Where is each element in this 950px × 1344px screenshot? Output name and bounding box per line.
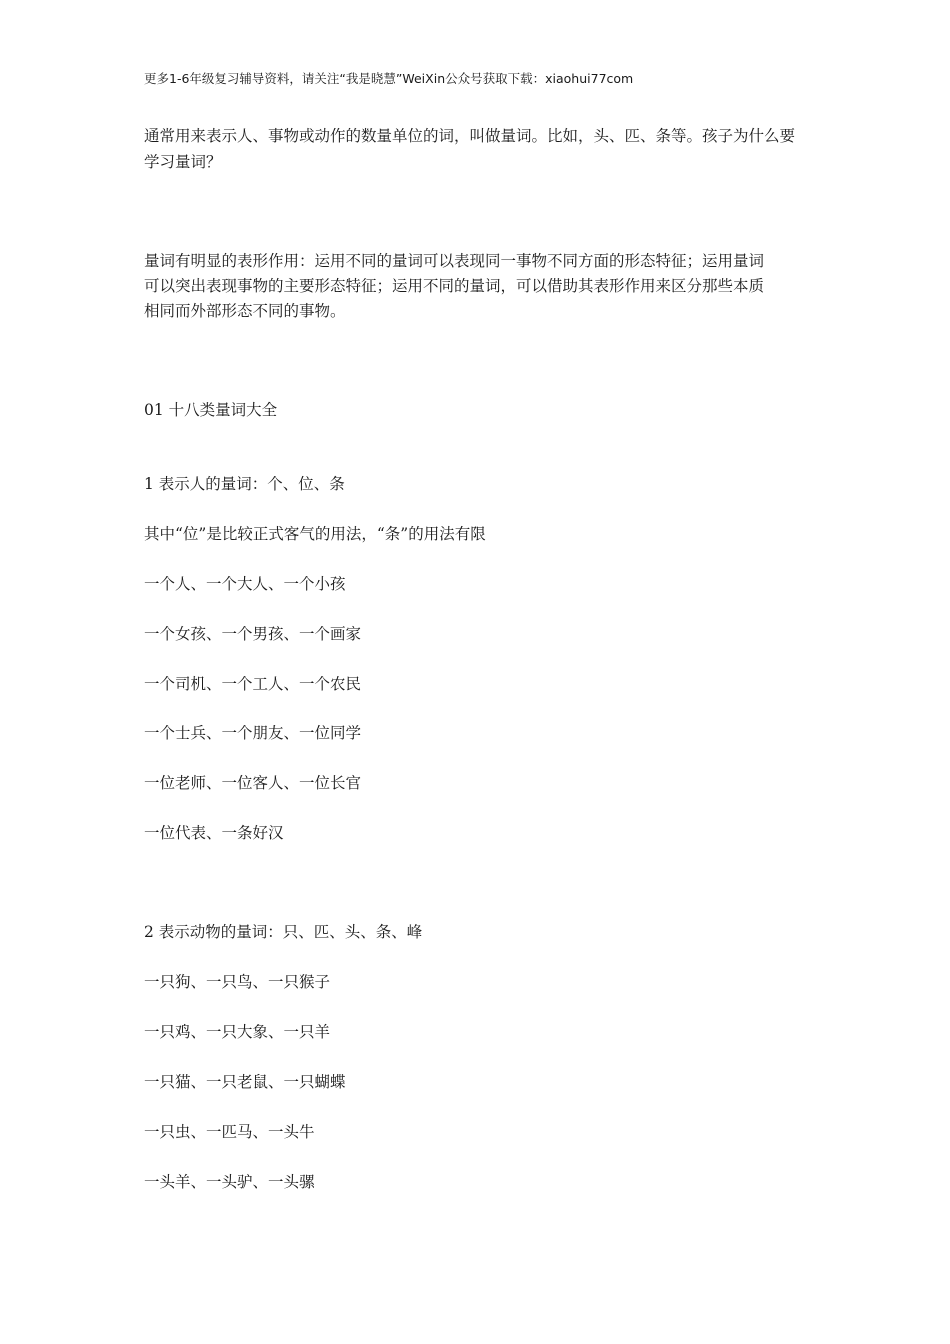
section2-example: 一只狗、一只鸟、一只猴子: [144, 973, 331, 991]
header-notice: 更多1-6年级复习辅导资料，请关注“我是晓慧”WeiXin公众号获取下载：xiaohui77com: [144, 71, 634, 86]
section1-example: 一个人、一个大人、一个小孩: [144, 575, 346, 593]
intro-line-2: 学习量词？: [144, 153, 222, 171]
section1-example: 一个女孩、一个男孩、一个画家: [144, 625, 362, 643]
section1-example: 一位代表、一条好汉: [144, 824, 284, 842]
section2-heading: 2 表示动物的量词：只、匹、头、条、峰: [144, 923, 423, 941]
section2-example: 一只虫、一匹马、一头牛: [144, 1123, 315, 1141]
section1-note: 其中“位”是比较正式客气的用法，“条”的用法有限: [144, 525, 486, 543]
paragraph-line-2: 可以突出表现事物的主要形态特征；运用不同的量词，可以借助其表形作用来区分那些本质: [144, 277, 765, 295]
section1-example: 一个司机、一个工人、一个农民: [144, 675, 362, 693]
section2-example: 一只猫、一只老鼠、一只蝴蝶: [144, 1073, 346, 1091]
section1-example: 一位老师、一位客人、一位长官: [144, 774, 362, 792]
section1-example: 一个士兵、一个朋友、一位同学: [144, 724, 362, 742]
section2-example: 一只鸡、一只大象、一只羊: [144, 1023, 331, 1041]
intro-line-1: 通常用来表示人、事物或动作的数量单位的词，叫做量词。比如，头、匹、条等。孩子为什么要: [144, 127, 796, 145]
paragraph-line-3: 相同而外部形态不同的事物。: [144, 302, 346, 320]
section2-example: 一头羊、一头驴、一头骡: [144, 1173, 315, 1191]
section1-heading: 1 表示人的量词：个、位、条: [144, 475, 345, 493]
section-title: 01 十八类量词大全: [144, 401, 278, 419]
paragraph-line-1: 量词有明显的表形作用：运用不同的量词可以表现同一事物不同方面的形态特征；运用量词: [144, 252, 765, 270]
